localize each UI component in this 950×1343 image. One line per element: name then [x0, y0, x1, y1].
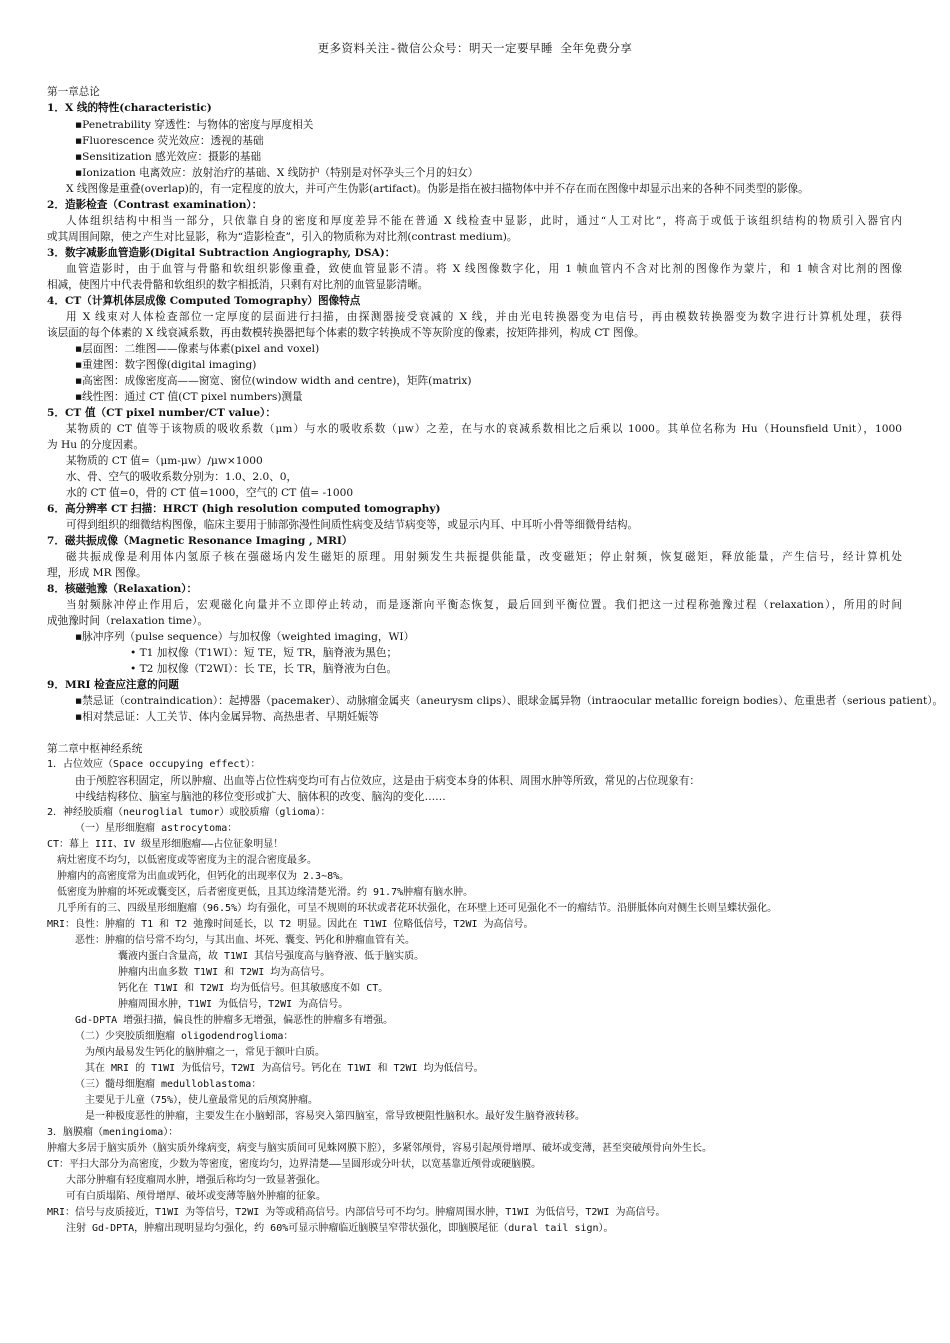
page-header-banner: 更多资料关注-微信公众号：明天一定要早睡 全年免费分享 — [317, 41, 633, 55]
text-line: 肿瘤内出血多数 T1WI 和 T2WI 均为高信号。 — [118, 967, 331, 978]
text-line: 磁共振成像是利用体内氢原子核在强磁场内发生磁矩的原理。用射频发生共振提供能量，改变磁矩；停止射频，恢复磁矩，释放能量，产生信号，经计算机处 — [66, 551, 902, 563]
text-line: （三）髓母细胞瘤 medulloblastoma： — [75, 1079, 262, 1090]
text-line: 血管造影时，由于血管与骨骼和软组织影像重叠，致使血管显影不清。将 X 线图像数字化，用 1 帧血管内不含对比剂的图像作为蒙片，和 1 帧含对比剂的图像 — [66, 263, 902, 275]
text-line: 肿瘤内的高密度常为出血或钙化，但钙化的出现率仅为 2.3~8%。 — [57, 871, 350, 882]
text-line: 某物质的 CT 值等于该物质的吸收系数（μm）与水的吸收系数（μw）之差，在与水的衰减系数相比之后乘以 1000。其单位名称为 Hu（Hounsfield Unit），1000 — [66, 423, 902, 435]
text-line: 钙化在 T1WI 和 T2WI 均为低信号。但其敏感度不如 CT。 — [118, 983, 389, 994]
text-line: 水、骨、空气的吸收系数分别为：1.0、2.0、0， — [66, 471, 298, 483]
text-line: 其在 MRI 的 T1WI 为低信号，T2WI 为高信号。钙化在 T1WI 和 T2WI 均为低信号。 — [85, 1063, 484, 1074]
text-line: 水的 CT 值=0，骨的 CT 值=1000，空气的 CT 值= -1000 — [66, 487, 354, 499]
text-line: 囊液内蛋白含量高，故 T1WI 其信号强度高与脑脊液、低于脑实质。 — [118, 951, 425, 962]
text-line: • T2 加权像（T2WI）：长 TE，长 TR，脑脊液为白色。 — [130, 663, 398, 675]
text-line: MRI：信号与皮质接近，T1WI 为等信号，T2WI 为等或稍高信号。内部信号可不均匀。肿瘤周围水肿，T1WI 为低信号，T2WI 为高信号。 — [47, 1207, 666, 1218]
text-line: 用 X 线束对人体检查部位一定厚度的层面进行扫描，由探测器接受衰减的 X 线，并由光电转换器变为电信号，再由模数转换器变为数字进行计算机处理，获得 — [66, 311, 902, 323]
text-line: 是一种极度恶性的肿瘤，主要发生在小脑蚓部，容易突入第四脑室，常导致梗阻性脑积水。最好发生脑脊液转移。 — [85, 1111, 585, 1122]
text-line: 9．MRI 检查应注意的问题 — [47, 679, 179, 691]
text-line: 可有白质塌陷、颅骨增厚、破坏或变薄等脑外肿瘤的征象。 — [66, 1191, 326, 1202]
text-line: 6．高分辨率 CT 扫描：HRCT (high resolution computed tomography) — [47, 503, 441, 515]
text-line: 注射 Gd-DPTA，肿瘤出现明显均匀强化，约 60%可显示肿瘤临近脑膜呈窄带状强化，即脑膜尾征（dural tail sign）。 — [66, 1223, 614, 1234]
text-line: ▪相对禁忌证：人工关节、体内金属异物、高热患者、早期妊娠等 — [75, 711, 379, 723]
text-line: 第一章总论 — [47, 86, 100, 98]
text-line: ▪Sensitization 感光效应：摄影的基础 — [75, 151, 262, 163]
text-line: 3．数字减影血管造影(Digital Subtraction Angiography, DSA)： — [47, 247, 396, 259]
text-line: 8．核磁弛豫（Relaxation）： — [47, 583, 198, 595]
text-line: 第二章中枢神经系统 — [47, 743, 143, 755]
text-line: 2．造影检查（Contrast examination）： — [47, 199, 263, 211]
text-line: ▪禁忌证（contraindication）：起搏器（pacemaker）、动脉瘤金属夹（aneurysm clips）、眼球金属异物（intraocular metallic foreign bodies）、危重患者（serious patient）。 — [75, 695, 944, 707]
text-line: MRI：良性：肿瘤的 T1 和 T2 弛豫时间延长，以 T2 明显。因此在 T1WI 位略低信号，T2WI 为高信号。 — [47, 919, 534, 930]
text-line: 相减，使图片中代表骨骼和软组织的数字相抵消，只剩有对比剂的血管显影清晰。 — [47, 279, 429, 291]
text-line: ▪脉冲序列（pulse sequence）与加权像（weighted imaging，WI） — [75, 631, 415, 643]
text-line: Gd-DPTA 增强扫描，偏良性的肿瘤多无增强，偏恶性的肿瘤多有增强。 — [75, 1015, 394, 1026]
text-line: 病灶密度不均匀，以低密度或等密度为主的混合密度最多。 — [57, 855, 317, 866]
text-line: 7．磁共振成像（Magnetic Resonance Imaging , MRI） — [47, 535, 353, 547]
text-line: 该层面的每个体素的 X 线衰减系数，再由数模转换器把每个体素的数字转换成不等灰阶度的像素，按矩阵排列，构成 CT 图像。 — [47, 327, 645, 339]
text-line: 人体组织结构中相当一部分，只依靠自身的密度和厚度差异不能在普通 X 线检查中显影，此时，通过“人工对比”，将高于或低于该组织结构的物质引入器官内 — [66, 215, 902, 227]
text-line: 2．神经胶质瘤（neuroglial tumor）或胶质瘤（glioma）： — [47, 807, 331, 818]
text-line: 几乎所有的三、四级星形细胞瘤（96.5%）均有强化，可呈不规则的环状或者花环状强化，在环壁上还可见强化不一的瘤结节。沿胼胝体向对侧生长则呈蝶状强化。 — [57, 903, 778, 914]
text-line: 肿瘤周围水肿，T1WI 为低信号，T2WI 为高信号。 — [118, 999, 349, 1010]
text-line: • T1 加权像（T1WI）：短 TE，短 TR，脑脊液为黑色； — [130, 647, 398, 659]
text-line: 大部分肿瘤有轻度瘤周水肿，增强后称均匀一致显著强化。 — [66, 1175, 326, 1186]
text-line: 4．CT（计算机体层成像 Computed Tomography）图像特点 — [47, 295, 361, 307]
text-line: ▪Fluorescence 荧光效应：透视的基础 — [75, 135, 264, 147]
text-line: 5．CT 值（CT pixel number/CT value）： — [47, 407, 276, 419]
text-line: 某物质的 CT 值=（μm-μw）/μw×1000 — [66, 455, 263, 467]
text-line: ▪Penetrability 穿透性：与物体的密度与厚度相关 — [75, 119, 314, 131]
text-line: CT：平扫大部分为高密度，少数为等密度，密度均匀，边界清楚——呈圆形或分叶状，以宽基靠近颅骨或硬脑膜。 — [47, 1159, 542, 1170]
text-line: 成弛豫时间（relaxation time）。 — [47, 615, 208, 627]
text-line: 恶性：肿瘤的信号常不均匀，与其出血、坏死、囊变、钙化和肿瘤血管有关。 — [75, 935, 415, 946]
text-line: ▪Ionization 电离效应：放射治疗的基础、X 线防护（特别是对怀孕头三个月的妇女） — [75, 167, 479, 179]
text-line: 肿瘤大多居于脑实质外（脑实质外缘病变，病变与脑实质间可见蛛网膜下腔），多紧邻颅骨，容易引起颅骨增厚、破坏或变薄，甚至突破颅骨向外生长。 — [47, 1143, 712, 1154]
text-line: 由于颅腔容积固定，所以肿瘤、出血等占位性病变均可有占位效应，这是由于病变本身的体积、周围水肿等所致，常见的占位现象有： — [75, 775, 701, 787]
text-line: 为 Hu 的分度因素。 — [47, 439, 144, 451]
text-line: （二）少突胶质细胞瘤 oligodendroglioma： — [75, 1031, 294, 1042]
text-line: 理，形成 MR 图像。 — [47, 567, 147, 579]
text-line: 1．X 线的特性(characteristic) — [47, 102, 212, 114]
text-line: 中线结构移位、脑室与脑池的移位变形或扩大、脑体积的改变、脑沟的变化…… — [75, 791, 446, 803]
text-line: X 线图像是重叠(overlap)的，有一定程度的放大，并可产生伪影(artifact)。伪影是指在被扫描物体中并不存在而在图像中却显示出来的各种不同类型的影像。 — [66, 183, 809, 195]
text-line: ▪线性图：通过 CT 值(CT pixel numbers)测量 — [75, 391, 303, 403]
text-line: ▪高密图：成像密度高——窗宽、窗位(window width and centre)，矩阵(matrix) — [75, 375, 472, 387]
text-line: 为颅内最易发生钙化的脑肿瘤之一，常见于额叶白质。 — [85, 1047, 325, 1058]
text-line: （一）星形细胞瘤 astrocytoma： — [75, 823, 238, 834]
text-line: 当射频脉冲停止作用后，宏观磁化向量并不立即停止转动，而是逐渐向平衡态恢复，最后回到平衡位置。我们把这一过程称弛豫过程（relaxation），所用的时间 — [66, 599, 902, 611]
text-line: 1．占位效应（Space occupying effect）： — [47, 759, 261, 770]
text-line: 低密度为肿瘤的坏死或囊变区，后者密度更低，且其边缘清楚光滑。约 91.7%肿瘤有脑水肿。 — [57, 887, 474, 898]
text-line: CT：幕上 III、IV 级星形细胞瘤——占位征象明显！ — [47, 839, 284, 850]
text-line: ▪重建图：数字图像(digital imaging) — [75, 359, 257, 371]
text-line: ▪层面图：二维图——像素与体素(pixel and voxel) — [75, 343, 320, 355]
text-line: 或其周围间隙，使之产生对比显影，称为“造影检查”，引入的物质称为对比剂(contrast medium)。 — [47, 231, 518, 243]
text-line: 3．脑膜瘤（meningioma）： — [47, 1127, 179, 1138]
text-line: 可得到组织的细微结构图像，临床主要用于肺部弥漫性间质性病变及结节病变等，或显示内耳、中耳听小骨等细微骨结构。 — [66, 519, 639, 531]
text-line: 主要见于儿童（75%），使儿童最常见的后颅窝肿瘤。 — [85, 1095, 319, 1106]
